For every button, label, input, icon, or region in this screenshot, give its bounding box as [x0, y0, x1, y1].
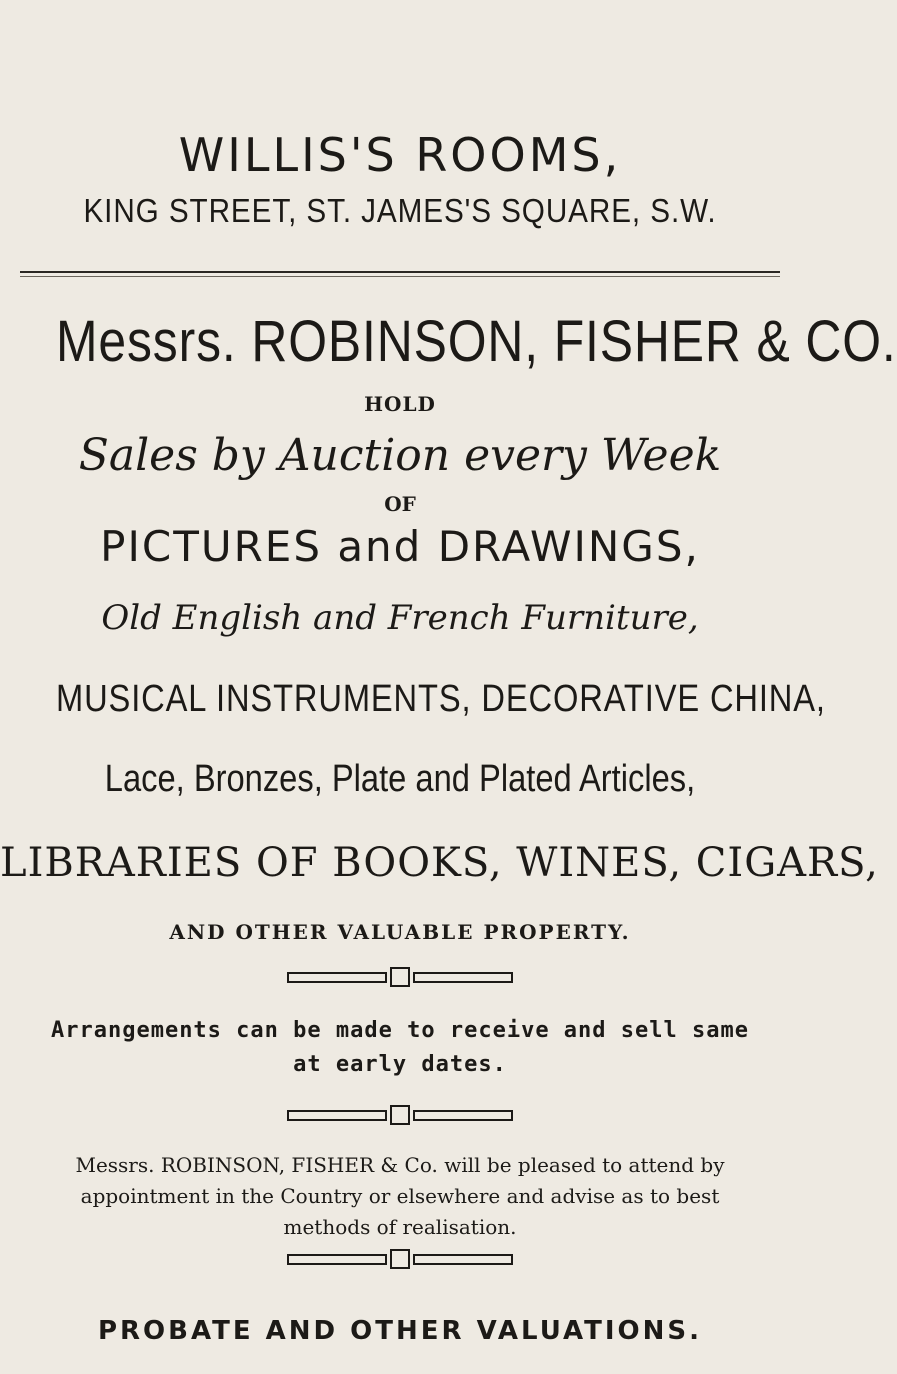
probate-heading: PROBATE AND OTHER VALUATIONS.	[97, 1316, 702, 1346]
category-lace: Lace, Bronzes, Plate and Plated Articles,	[104, 758, 696, 800]
sales-heading: Sales by Auction every Week	[78, 430, 722, 481]
venue-title: WILLIS'S ROOMS,	[178, 128, 622, 182]
hold-label: HOLD	[364, 392, 436, 416]
header-divider-thin	[20, 276, 780, 277]
firm-name: Messrs. ROBINSON, FISHER & CO.	[56, 309, 897, 374]
category-musical: MUSICAL INSTRUMENTS, DECORATIVE CHINA,	[56, 678, 826, 720]
header-divider	[20, 271, 780, 273]
ornament-divider	[286, 1104, 514, 1126]
closing-line: AND OTHER VALUABLE PROPERTY.	[169, 920, 631, 944]
of-label: OF	[384, 492, 416, 516]
ornament-divider	[286, 966, 514, 988]
ornament-divider	[286, 1248, 514, 1270]
category-pictures: PICTURES and DRAWINGS,	[100, 522, 700, 571]
venue-address: KING STREET, ST. JAMES'S SQUARE, S.W.	[83, 192, 717, 229]
arrangements-notice: Arrangements can be made to receive and sell same at early dates.	[50, 1018, 749, 1077]
category-furniture: Old English and French Furniture,	[101, 598, 699, 638]
category-libraries: LIBRARIES OF BOOKS, WINES, CIGARS,	[0, 840, 879, 886]
appointment-notice: Messrs. ROBINSON, FISHER & Co. will be pleased to attend by appointment in the Country or elsewhere and advise as to best methods of realisation.	[75, 1153, 725, 1239]
